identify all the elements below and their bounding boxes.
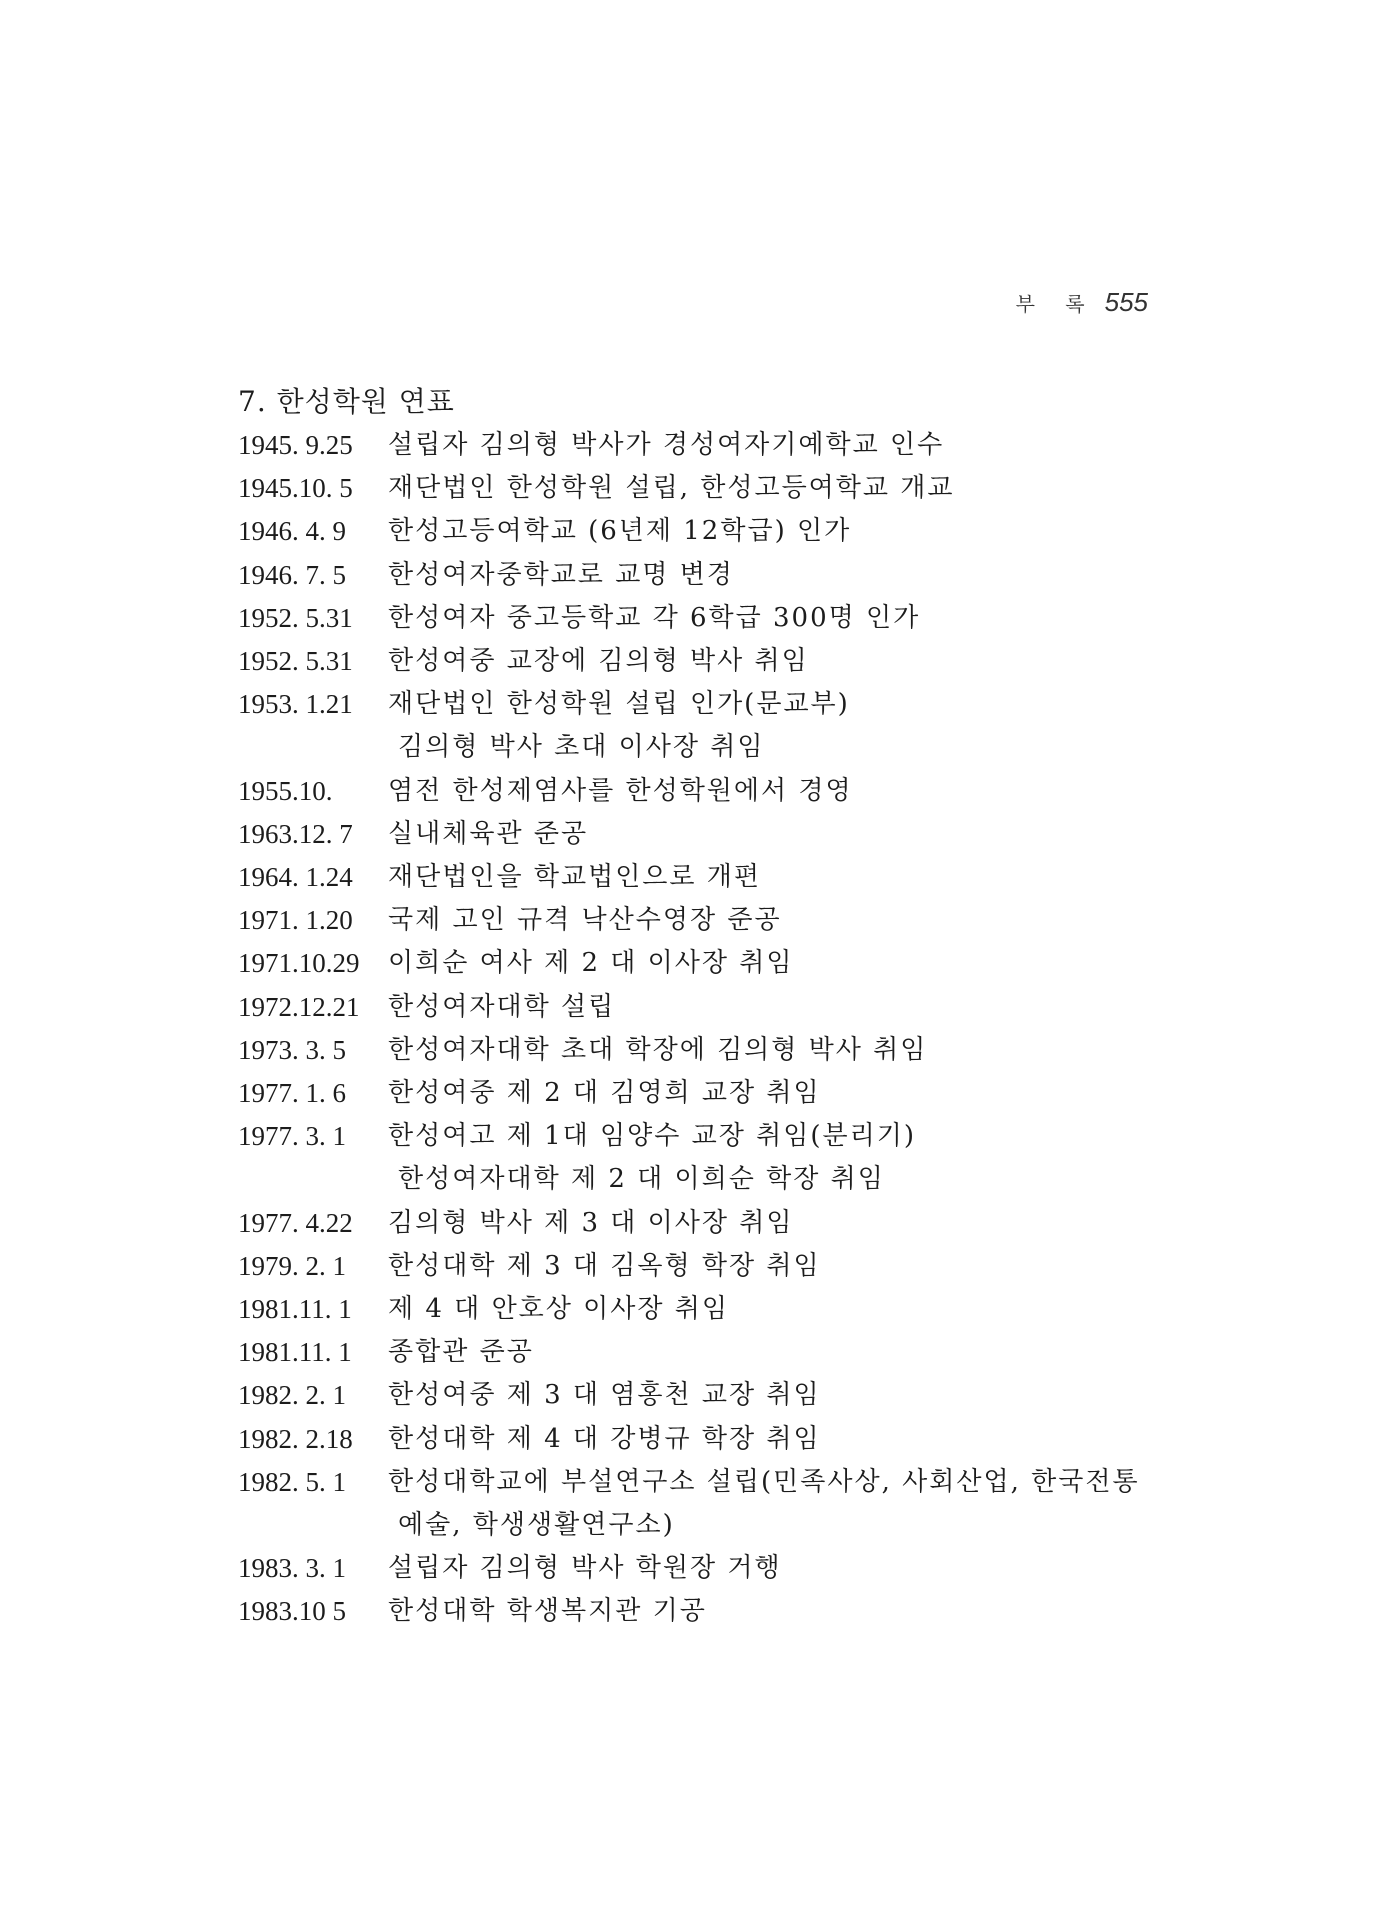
entry-date: 1972.12.21 — [238, 991, 360, 1022]
entry-date: 1977. 3. 1 — [238, 1121, 346, 1152]
entry-description — [388, 1374, 1158, 1417]
timeline-entry — [238, 1115, 1158, 1201]
timeline-entry — [238, 770, 1158, 813]
entry-description — [388, 813, 1158, 856]
entry-line: 설립자 김의형 박사가 경성여자기예학교 인수 — [388, 430, 945, 460]
timeline-entry — [238, 1331, 1158, 1374]
entry-description — [388, 1547, 1158, 1590]
entry-line: 제 4 대 안호상 이사장 취임 — [388, 1294, 730, 1325]
entry-description — [388, 467, 1158, 510]
timeline-entry — [238, 1202, 1158, 1245]
timeline-entry — [238, 1590, 1158, 1633]
entry-date: 1964. 1.24 — [238, 862, 353, 893]
entry-line: 한성여중 제 2 대 김영희 교장 취임 — [388, 1078, 821, 1109]
entry-date: 1977. 4.22 — [238, 1207, 353, 1238]
timeline-entry — [238, 856, 1158, 899]
entry-date: 1955.10. — [238, 775, 333, 806]
timeline-entry — [238, 1288, 1158, 1331]
timeline-list — [238, 424, 1158, 1634]
entry-date: 1963.12. 7 — [238, 818, 353, 849]
timeline-entry — [238, 424, 1158, 467]
entry-description — [388, 1245, 1158, 1288]
timeline-entry — [238, 899, 1158, 942]
entry-description — [388, 1288, 1158, 1331]
section-title: 7. 한성학원 연표 — [238, 385, 455, 418]
entry-line: 한성대학 제 3 대 김옥형 학장 취임 — [388, 1250, 821, 1281]
entry-date: 1971.10.29 — [238, 948, 360, 979]
timeline-entry — [238, 1072, 1158, 1115]
entry-description — [388, 1202, 1158, 1245]
entry-line: 한성여자대학 설립 — [388, 991, 616, 1022]
entry-line: 한성대학 학생복지관 기공 — [388, 1596, 707, 1627]
entry-line: 한성여중 교장에 김의형 박사 취임 — [388, 646, 809, 677]
timeline-entry — [238, 942, 1158, 985]
entry-description — [388, 597, 1158, 640]
entry-line: 한성여자대학 제 2 대 이희순 학장 취임 — [398, 1164, 885, 1195]
entry-description — [388, 510, 1158, 553]
timeline-entry — [238, 813, 1158, 856]
entry-date: 1952. 5.31 — [238, 646, 353, 677]
page-number: 555 — [1104, 287, 1148, 317]
entry-description — [388, 1418, 1158, 1461]
entry-date: 1981.11. 1 — [238, 1294, 352, 1325]
entry-description — [388, 640, 1158, 683]
timeline-entry — [238, 510, 1158, 553]
entry-date: 1981.11. 1 — [238, 1337, 352, 1368]
timeline-entry — [238, 986, 1158, 1029]
entry-description — [388, 899, 1158, 942]
timeline-entry — [238, 1029, 1158, 1072]
entry-line: 실내체육관 준공 — [388, 818, 589, 849]
entry-date: 1973. 3. 5 — [238, 1034, 346, 1065]
timeline-entry — [238, 467, 1158, 510]
entry-description — [388, 1072, 1158, 1115]
timeline-entry — [238, 554, 1158, 597]
entry-line: 이희순 여사 제 2 대 이사장 취임 — [388, 948, 794, 979]
entry-description — [388, 770, 1158, 813]
running-header — [1016, 287, 1148, 318]
entry-description — [388, 942, 1158, 985]
entry-line: 재단법인 한성학원 설립, 한성고등여학교 개교 — [388, 473, 955, 504]
timeline-entry — [238, 1245, 1158, 1288]
entry-line: 종합관 준공 — [388, 1337, 534, 1368]
entry-description — [388, 554, 1158, 597]
timeline-entry — [238, 640, 1158, 683]
entry-date: 1983. 3. 1 — [238, 1553, 346, 1584]
entry-date: 1946. 4. 9 — [238, 516, 346, 547]
entry-date: 1953. 1.21 — [238, 689, 353, 720]
timeline-entry — [238, 597, 1158, 640]
timeline-entry — [238, 1547, 1158, 1590]
entry-line: 설립자 김의형 박사 학원장 거행 — [388, 1553, 782, 1584]
entry-description — [388, 986, 1158, 1029]
entry-description — [388, 1461, 1158, 1547]
entry-description — [388, 424, 1158, 467]
timeline-entry — [238, 1374, 1158, 1417]
entry-line: 염전 한성제염사를 한성학원에서 경영 — [388, 775, 853, 806]
entry-line: 한성여자중학교로 교명 변경 — [388, 559, 734, 590]
entry-line: 한성여자대학 초대 학장에 김의형 박사 취임 — [388, 1034, 928, 1065]
entry-date: 1982. 5. 1 — [238, 1466, 346, 1497]
timeline-entry — [238, 1418, 1158, 1461]
entry-date: 1977. 1. 6 — [238, 1078, 346, 1109]
entry-line: 한성여고 제 1대 임양수 교장 취임(분리기) — [388, 1121, 917, 1152]
entry-line: 국제 고인 규격 낙산수영장 준공 — [388, 905, 782, 936]
entry-description — [388, 856, 1158, 899]
entry-date: 1979. 2. 1 — [238, 1250, 346, 1281]
timeline-entry — [238, 683, 1158, 769]
entry-date: 1945.10. 5 — [238, 473, 353, 504]
entry-line: 한성고등여학교 (6년제 12학급) 인가 — [388, 516, 852, 547]
entry-line: 한성대학 제 4 대 강병규 학장 취임 — [388, 1423, 821, 1454]
entry-description — [388, 1029, 1158, 1072]
entry-date: 1983.10 5 — [238, 1596, 346, 1627]
entry-description — [388, 1115, 1158, 1201]
entry-date: 1982. 2.18 — [238, 1423, 353, 1454]
timeline-section — [238, 380, 1158, 1634]
timeline-entry — [238, 1461, 1158, 1547]
entry-line: 재단법인을 학교법인으로 개편 — [388, 862, 762, 893]
entry-line: 김의형 박사 제 3 대 이사장 취임 — [388, 1207, 794, 1238]
entry-line: 한성대학교에 부설연구소 설립(민족사상, 사회산업, 한국전통 — [388, 1466, 1140, 1497]
entry-line: 예술, 학생생활연구소) — [398, 1510, 675, 1541]
entry-date: 1946. 7. 5 — [238, 559, 346, 590]
entry-description — [388, 1331, 1158, 1374]
entry-description — [388, 1590, 1158, 1633]
entry-line: 김의형 박사 초대 이사장 취임 — [398, 732, 765, 763]
entry-date: 1982. 2. 1 — [238, 1380, 346, 1411]
entry-line: 재단법인 한성학원 설립 인가(문교부) — [388, 689, 850, 720]
entry-date: 1945. 9.25 — [238, 430, 353, 460]
entry-line: 한성여중 제 3 대 염홍천 교장 취임 — [388, 1380, 821, 1411]
entry-date: 1971. 1.20 — [238, 905, 353, 936]
entry-date: 1952. 5.31 — [238, 602, 353, 633]
entry-description — [388, 683, 1158, 769]
section-label: 부 록 — [1015, 292, 1097, 316]
entry-line: 한성여자 중고등학교 각 6학급 300명 인가 — [388, 602, 921, 633]
